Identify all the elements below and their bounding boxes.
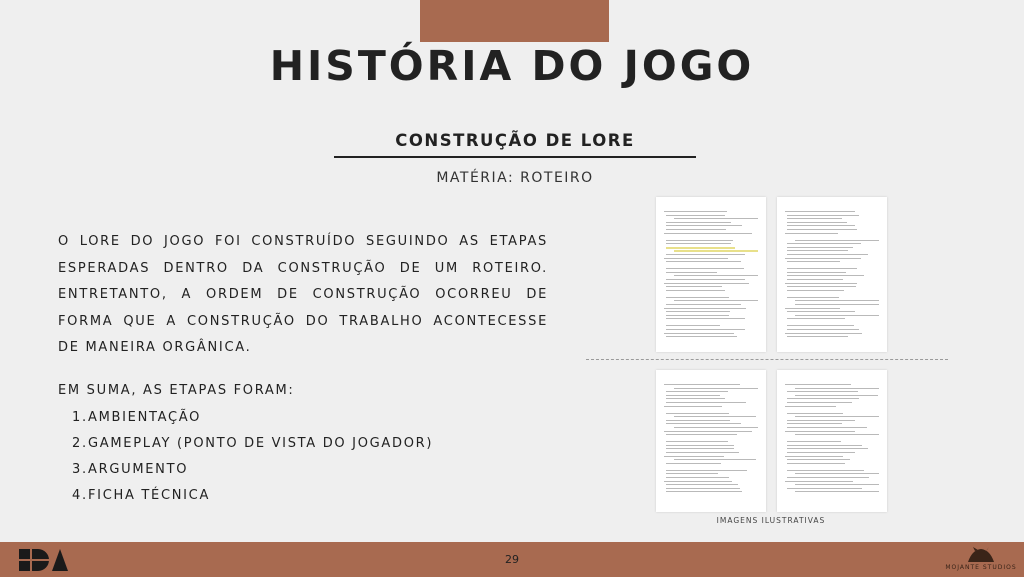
document-text-line xyxy=(664,431,752,432)
document-text-line xyxy=(666,329,745,330)
document-text-line xyxy=(666,297,729,298)
step-number: 2. xyxy=(72,436,88,451)
document-text-line xyxy=(787,225,855,226)
document-text-line xyxy=(674,427,758,428)
subject-label: MATÉRIA: ROTEIRO xyxy=(436,170,594,186)
document-text-line xyxy=(664,283,749,284)
document-text-line xyxy=(666,222,731,223)
document-text-line xyxy=(666,395,720,396)
slide-title: HISTÓRIA DO JOGO xyxy=(269,42,755,90)
document-text-line xyxy=(666,215,725,216)
document-text-line xyxy=(666,402,746,403)
document-text-line xyxy=(666,268,744,269)
document-text-line xyxy=(674,459,756,460)
document-text-line xyxy=(795,434,879,435)
document-text-line xyxy=(785,384,851,385)
list-item xyxy=(72,483,433,509)
document-text-line xyxy=(787,318,845,319)
document-text-line xyxy=(787,229,857,230)
document-text-line xyxy=(664,211,727,212)
document-text-line xyxy=(787,420,855,421)
step-label: FICHA TÉCNICA xyxy=(88,488,211,503)
list-item xyxy=(72,431,433,457)
mojante-logo-text: MOJANTE STUDIOS xyxy=(945,564,1017,571)
document-text-line xyxy=(787,275,864,276)
thumbnail-divider xyxy=(586,359,948,360)
document-text-line xyxy=(666,254,745,255)
document-text-line xyxy=(787,286,856,287)
document-text-line xyxy=(666,445,734,446)
document-text-line xyxy=(787,247,853,248)
document-text-line xyxy=(666,423,741,424)
document-text-line xyxy=(787,336,848,337)
document-text-line xyxy=(666,315,729,316)
document-text-line xyxy=(787,470,864,471)
document-text-line xyxy=(795,304,879,305)
list-item xyxy=(72,457,433,483)
document-text-line xyxy=(666,225,742,226)
document-text-line xyxy=(787,329,859,330)
document-text-line xyxy=(787,311,855,312)
page-number: 29 xyxy=(505,553,519,566)
document-text-line xyxy=(785,431,855,432)
document-text-line xyxy=(785,481,853,482)
section-subtitle: CONSTRUÇÃO DE LORE xyxy=(395,131,635,150)
document-thumbnail-2 xyxy=(777,197,887,352)
document-text-line xyxy=(664,384,740,385)
steps-list xyxy=(72,405,433,509)
document-text-line xyxy=(674,300,758,301)
summary-intro: EM SUMA, AS ETAPAS FORAM: xyxy=(58,383,295,398)
document-text-line xyxy=(787,398,859,399)
document-text-line xyxy=(785,283,857,284)
document-text-line xyxy=(787,254,868,255)
document-text-line xyxy=(666,420,730,421)
document-text-line xyxy=(785,211,855,212)
document-text-line xyxy=(787,459,850,460)
document-text-line xyxy=(664,258,728,259)
document-text-line xyxy=(785,406,836,407)
document-text-line xyxy=(787,222,847,223)
document-text-line xyxy=(795,240,879,241)
body-paragraph: O LORE DO JOGO FOI CONSTRUÍDO SEGUINDO AS ETAPAS ESPERADAS DENTRO DA CONSTRUÇÃO DE UM ROTEIRO. ENTRETANTO, A ORDEM DE CONSTRUÇÃO OCORREU DE FORMA QUE A CONSTRUÇÃO DO TRABALHO ACONTECESSE DE MANEIRA ORGÂNICA. xyxy=(58,234,548,355)
document-text-line xyxy=(787,488,862,489)
document-text-line xyxy=(666,391,728,392)
document-text-line xyxy=(666,441,728,442)
document-text-line xyxy=(674,416,756,417)
document-text-line xyxy=(787,445,862,446)
document-text-line xyxy=(666,477,729,478)
document-text-line xyxy=(787,427,867,428)
document-text-line xyxy=(795,315,879,316)
document-text-line xyxy=(787,402,852,403)
document-thumbnail-4 xyxy=(777,370,887,512)
document-text-line xyxy=(795,484,879,485)
document-text-line xyxy=(787,297,839,298)
document-text-line xyxy=(787,290,844,291)
document-text-line xyxy=(674,388,758,389)
document-text-line xyxy=(787,218,842,219)
document-text-line xyxy=(666,286,722,287)
document-text-line xyxy=(795,388,879,389)
document-text-line xyxy=(666,488,740,489)
document-text-line xyxy=(785,258,861,259)
document-text-line xyxy=(795,473,879,474)
document-text-line xyxy=(666,434,737,435)
document-text-line xyxy=(666,304,741,305)
document-text-line xyxy=(674,218,758,219)
document-thumbnail-3 xyxy=(656,370,766,512)
step-label: AMBIENTAÇÃO xyxy=(88,410,202,425)
document-text-line xyxy=(666,398,725,399)
document-text-line xyxy=(787,423,842,424)
document-text-line xyxy=(787,279,843,280)
document-text-line xyxy=(666,491,742,492)
document-text-line xyxy=(787,391,858,392)
document-text-line xyxy=(787,261,840,262)
document-text-line xyxy=(666,279,745,280)
document-text-line xyxy=(795,395,878,396)
step-number: 3. xyxy=(72,462,88,477)
document-text-line xyxy=(666,229,726,230)
document-text-line xyxy=(666,247,735,249)
document-text-line xyxy=(785,308,840,309)
document-text-line xyxy=(787,325,854,326)
step-number: 4. xyxy=(72,488,88,503)
document-text-line xyxy=(787,441,841,442)
document-text-line xyxy=(664,456,724,457)
document-text-line xyxy=(666,448,734,449)
document-text-line xyxy=(787,448,868,449)
document-text-line xyxy=(664,308,746,309)
document-text-line xyxy=(795,416,879,417)
document-text-line xyxy=(666,336,737,337)
document-text-line xyxy=(666,484,738,485)
mojante-logo xyxy=(942,546,1020,574)
document-text-line xyxy=(674,275,758,276)
document-text-line xyxy=(664,406,722,407)
document-text-line xyxy=(666,290,725,291)
footer-bar xyxy=(0,542,1024,577)
document-text-line xyxy=(666,272,717,273)
document-text-line xyxy=(787,452,855,453)
document-text-line xyxy=(666,463,721,464)
document-text-line xyxy=(666,243,731,244)
subtitle-divider xyxy=(334,156,696,158)
studio-logo-icon xyxy=(18,547,70,573)
document-text-line xyxy=(785,233,838,234)
document-text-line xyxy=(666,240,733,241)
document-text-line xyxy=(785,456,843,457)
document-text-line xyxy=(785,333,862,334)
mascot-logo-icon xyxy=(942,546,1020,564)
document-text-line xyxy=(795,491,879,492)
document-text-line xyxy=(787,268,857,269)
document-text-line xyxy=(664,333,734,334)
document-text-line xyxy=(787,413,843,414)
document-text-line xyxy=(795,300,879,301)
document-text-line xyxy=(666,325,720,326)
document-text-line xyxy=(666,311,730,312)
document-text-line xyxy=(787,463,845,464)
document-text-line xyxy=(666,473,718,474)
document-text-line xyxy=(787,272,846,273)
list-item xyxy=(72,405,433,431)
document-text-line xyxy=(787,215,859,216)
step-label: GAMEPLAY (PONTO DE VISTA DO JOGADOR) xyxy=(88,436,434,451)
top-accent-tab xyxy=(420,0,609,42)
document-text-line xyxy=(666,452,739,453)
document-text-line xyxy=(666,318,745,319)
step-label: ARGUMENTO xyxy=(88,462,189,477)
document-text-line xyxy=(787,250,848,251)
document-text-line xyxy=(666,470,747,471)
document-text-line xyxy=(666,413,729,414)
document-text-line xyxy=(674,250,758,252)
step-number: 1. xyxy=(72,410,88,425)
document-thumbnail-1 xyxy=(656,197,766,352)
document-text-line xyxy=(664,233,752,234)
document-text-line xyxy=(664,481,732,482)
document-text-line xyxy=(787,243,861,244)
image-caption: IMAGENS ILUSTRATIVAS xyxy=(716,516,826,525)
document-text-line xyxy=(787,477,869,478)
document-text-line xyxy=(666,261,741,262)
